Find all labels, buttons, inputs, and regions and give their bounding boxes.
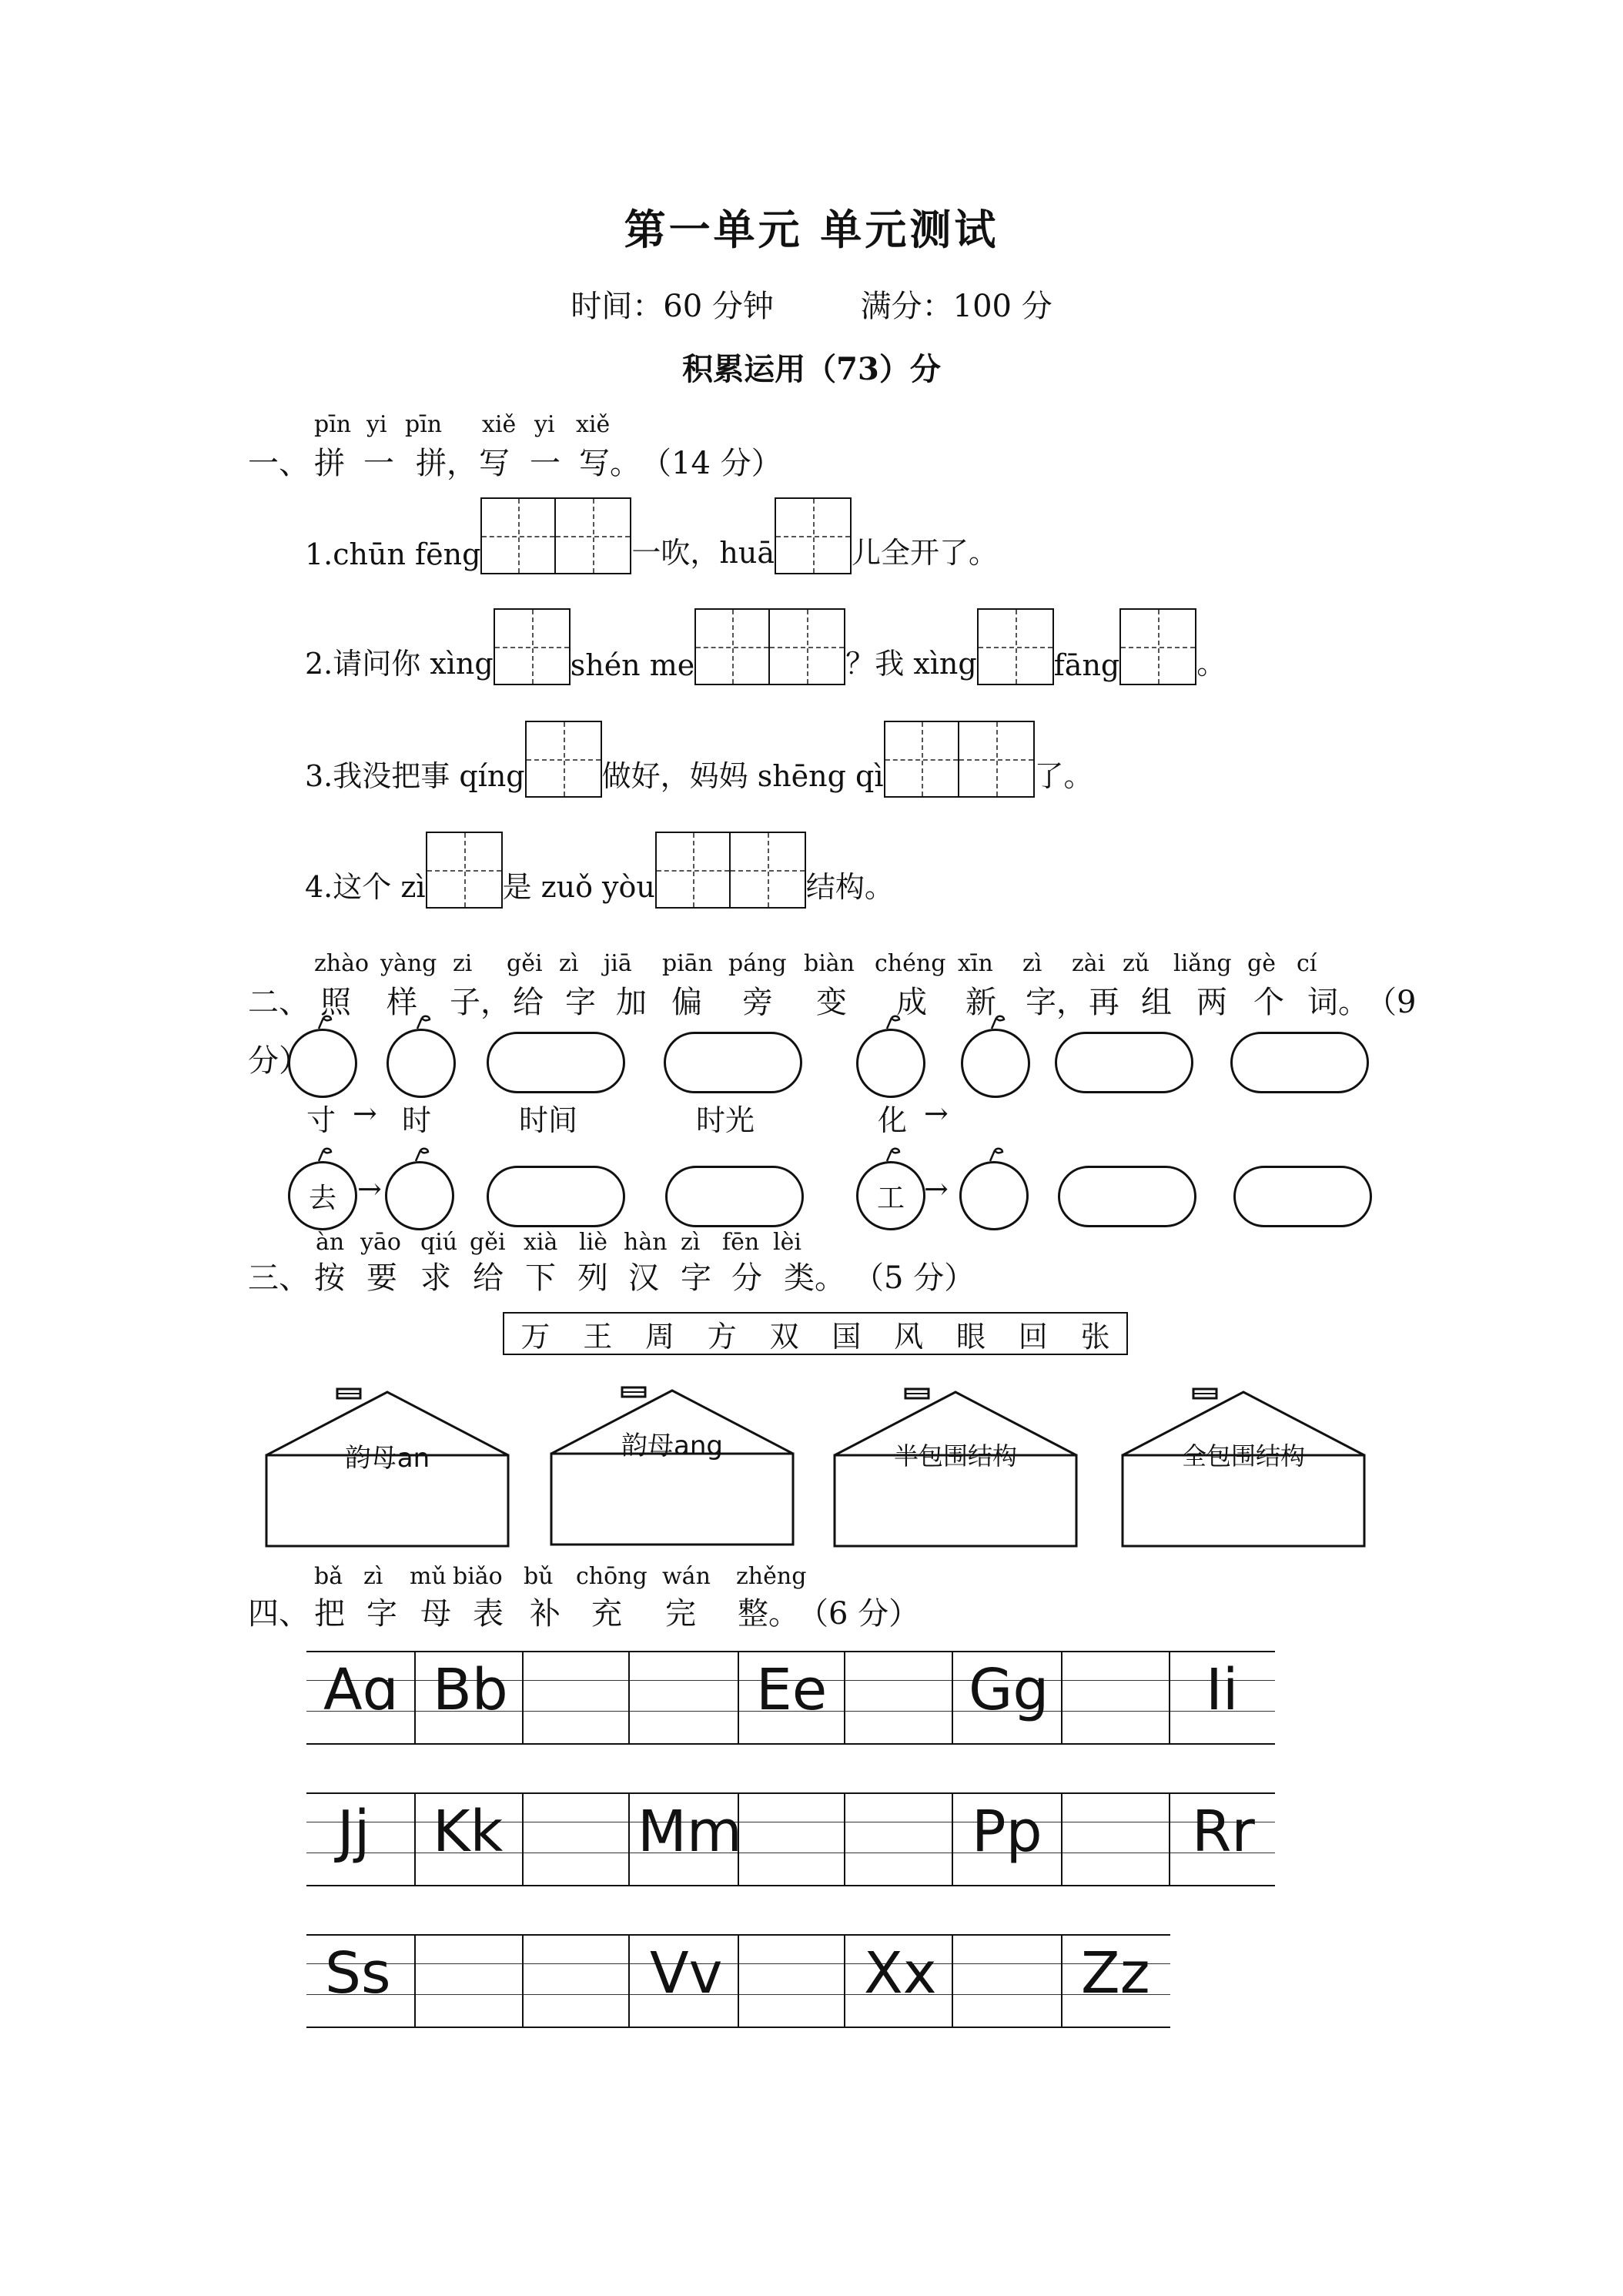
answer-grid[interactable] [494,608,571,685]
q1-item-2: 2.请问你 xìng shén me ？我 xìng fāng 。 [305,608,1226,685]
letter-cell: Pp [972,1799,1042,1865]
house-label: 韵母ang [621,1431,723,1461]
q3-char-box [503,1312,1128,1355]
letter-cell: Gg [969,1657,1049,1723]
q2-base-3: 去 [308,1182,336,1214]
answer-grid[interactable] [775,497,852,574]
q1-item-1: 1.chūn fēng 一吹，huā 儿全开了。 [305,497,998,574]
letter-cell: Zz [1081,1940,1150,2006]
letter-cell: Kk [433,1799,504,1865]
q2-apple-2 [387,1029,456,1098]
answer-grid[interactable] [426,832,503,909]
q3-heading: àn yāo qiú gěi xià liè hàn zì fēn lèi 三、 按 要 求 给 下 列 汉 字 分 类。 （5 分） [248,1229,975,1296]
char-item: 双 [769,1319,799,1354]
leaf-icon [989,1015,1006,1030]
letter-cell: Mm [637,1799,742,1865]
q2-example-word1: 时间 [519,1103,578,1137]
letter-cell: Ii [1206,1657,1239,1723]
answer-grid[interactable] [480,497,631,574]
cloud-answer-box[interactable] [664,1032,802,1093]
q2-apple-8[interactable] [959,1161,1029,1230]
exam-time: 时间：60 分钟 [571,289,774,324]
answer-grid[interactable] [977,608,1054,685]
cloud-answer-box[interactable] [487,1166,625,1227]
apple-icon [288,1161,357,1230]
letter-cell: Ss [325,1940,391,2006]
char-item: 风 [894,1319,924,1354]
house-label: 全包围结构 [1181,1441,1305,1471]
q2-example-word2: 时光 [696,1103,755,1137]
exam-meta [0,282,1623,326]
letter-row-3 [306,1934,1170,2028]
cloud-answer-box[interactable] [665,1166,804,1227]
house-icon [548,1386,796,1548]
cloud-answer-box[interactable] [1230,1032,1369,1093]
leaf-icon [987,1147,1004,1163]
letter-cell: Ee [756,1657,828,1723]
cloud-answer-box[interactable] [1058,1166,1196,1227]
q2-base-2: 化 [878,1103,908,1137]
answer-grid[interactable] [525,721,602,798]
section-heading: 积累运用（73）分 [682,351,941,387]
q1-item-4: 4.这个 zì 是 zuǒ yòu 结构。 [305,832,894,909]
q2-heading: zhào yàng zi gěi zì jiā piān páng biàn chéng xīn zì zài zǔ liǎng gè cí 二、 照 样 子， 给 字 加 偏 旁 变 成 新 字， 再 组 两 个 词。 （9 [248,950,1417,1020]
char-item: 张 [1080,1319,1110,1354]
letter-cell: Vv [650,1940,723,2006]
apple-icon [959,1161,1029,1230]
letter-cell: Xx [864,1940,937,2006]
char-item: 万 [520,1319,550,1354]
q4-points: （6 分） [798,1596,920,1632]
leaf-icon [316,1015,333,1030]
apple-icon [856,1029,925,1098]
q2-apple-4[interactable] [961,1029,1030,1098]
q2-example-base: 寸 [306,1103,336,1137]
q1-item-3: 3.我没把事 qíng 做好，妈妈 shēng qì 了。 [305,721,1093,798]
house-label: 韵母an [344,1443,430,1474]
char-item: 方 [707,1319,737,1354]
arrow-icon: → [357,1172,382,1206]
arrow-icon: → [353,1096,377,1130]
cloud-answer-box[interactable] [1055,1032,1193,1093]
letter-cell: Aɑ [323,1657,399,1723]
q3-points: （5 分） [853,1260,975,1296]
q2-example-new: 时 [402,1103,432,1137]
char-item: 眼 [955,1319,986,1354]
house-ang[interactable] [548,1386,796,1548]
cloud-answer-box[interactable] [1233,1166,1372,1227]
house-full-enclosed[interactable] [1119,1387,1367,1549]
q2-base-4: 工 [876,1182,905,1214]
cloud-answer-box[interactable] [487,1032,625,1093]
char-item: 王 [583,1319,613,1354]
letter-cell: Bb [433,1657,508,1723]
apple-icon [961,1029,1030,1098]
letter-cell: Jj [337,1799,370,1865]
letter-row-1 [306,1651,1275,1745]
leaf-icon [316,1147,333,1163]
arrow-icon: → [924,1172,949,1206]
char-item: 周 [644,1319,674,1354]
q2-apple-1 [288,1029,357,1098]
leaf-icon [413,1147,430,1163]
house-label: 半包围结构 [893,1441,1017,1471]
q2-apple-5 [288,1161,357,1230]
q2-apple-3 [856,1029,925,1098]
answer-grid[interactable] [1119,608,1196,685]
apple-icon [288,1029,357,1098]
answer-grid[interactable] [884,721,1035,798]
exam-score: 满分：100 分 [860,289,1052,324]
letter-cell: Rr [1192,1799,1255,1865]
q2-apple-6[interactable] [385,1161,454,1230]
leaf-icon [884,1015,901,1030]
q2-points-wrap: 分） [248,1043,310,1079]
char-item: 国 [832,1319,862,1354]
q4-heading: bǎ zì mǔ biǎo bǔ chōng wán zhěng 四、 把 字 母 表 补 充 完 整。 （6 分） [248,1563,920,1632]
arrow-icon: → [924,1096,949,1130]
house-half-enclosed[interactable] [832,1387,1079,1549]
apple-icon [856,1161,925,1230]
leaf-icon [884,1147,901,1163]
apple-icon [387,1029,456,1098]
apple-icon [385,1161,454,1230]
house-an[interactable] [263,1387,511,1549]
letter-row-2 [306,1792,1275,1886]
answer-grid[interactable] [655,832,806,909]
answer-grid[interactable] [694,608,845,685]
leaf-icon [414,1015,431,1030]
q1-points: （14 分） [641,446,782,481]
char-item: 回 [1018,1319,1048,1354]
page-title: 第一单元 单元测试 [624,205,999,254]
q2-apple-7 [856,1161,925,1230]
